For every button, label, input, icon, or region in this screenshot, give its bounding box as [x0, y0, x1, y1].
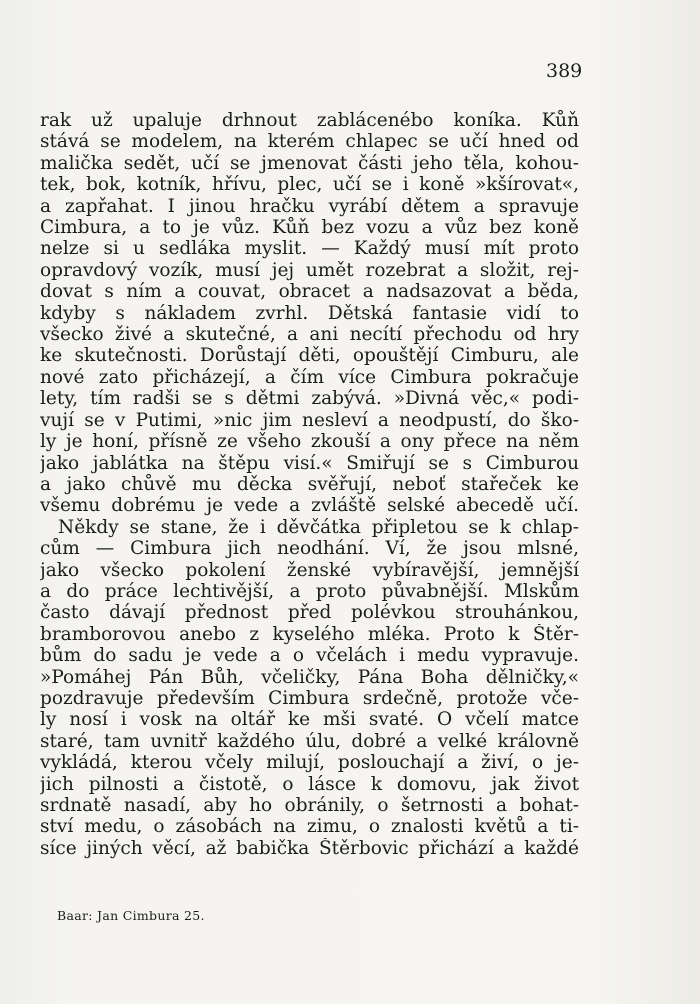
text-line: bům do sadu je vede a o včelách i medu vypravuje.	[40, 645, 579, 667]
text-line: jako jablátka na štěpu visí.« Smiřují se s Cimburou	[40, 452, 579, 474]
text-line: nelze si u sedláka myslit. — Každý musí mít proto	[40, 238, 579, 260]
text-line: staré, tam uvnitř každého úlu, dobré a velké královně	[40, 730, 579, 752]
footer-signature: Baar: Jan Cimbura 25.	[57, 908, 205, 923]
text-line: všemu dobrému je vede a zvláště selské abecedě učí.	[40, 495, 579, 517]
text-line: a jako chůvě mu děcka svěřují, neboť stařeček ke	[40, 473, 579, 495]
text-line: lety, tím radši se s dětmi zabývá. »Divná věc,« podi-	[40, 388, 579, 410]
text-line: ly je honí, přísně ze všeho zkouší a ony přece na něm	[40, 431, 579, 453]
text-line: opravdový vozík, musí jej umět rozebrat a složit, rej-	[40, 259, 579, 281]
text-line: stává se modelem, na kterém chlapec se učí hned od	[40, 131, 579, 153]
text-line: často dávají přednost před polévkou strouhánkou,	[40, 602, 579, 624]
text-line: Někdy se stane, že i děvčátka připletou se k chlap-	[58, 516, 579, 538]
text-line: ly nosí i vosk na oltář ke mši svaté. O včelí matce	[40, 709, 579, 731]
text-line: »Pomáhej Pán Bůh, včeličky, Pána Boha dělničky,«	[40, 666, 579, 688]
text-line: síce jiných věcí, až babička Štěrbovic přichází a každé	[40, 837, 579, 859]
text-line: vykládá, kterou včely milují, poslouchají a živí, o je-	[40, 752, 579, 774]
text-line: pozdravuje především Cimbura srdečně, protože vče-	[40, 687, 579, 709]
text-line: ke skutečnosti. Dorůstají děti, opouštějí Cimburu, ale	[40, 345, 579, 367]
body-text	[40, 110, 579, 859]
text-line: kdyby s nákladem zvrhl. Dětská fantasie vidí to	[40, 302, 579, 324]
text-line: a zapřahat. I jinou hračku vyrábí dětem a spravuje	[40, 195, 579, 217]
text-line: malička sedět, učí se jmenovat části jeho těla, kohou-	[40, 152, 579, 174]
text-line: bramborovou anebo z kyselého mléka. Proto k Štěr-	[40, 623, 579, 645]
text-line: všecko živé a skutečné, a ani necítí přechodu od hry	[40, 324, 579, 346]
text-line: tek, bok, kotník, hřívu, plec, učí se i koně »kšírovat«,	[40, 174, 579, 196]
text-line: jich pilnosti a čistotě, o lásce k domovu, jak život	[40, 773, 579, 795]
text-line: a do práce lechtivější, a proto půvabnější. Mlskům	[40, 580, 579, 602]
text-line: jako všecko pokolení ženské vybíravější, jemnější	[40, 559, 579, 581]
text-line: Cimbura, a to je vůz. Kůň bez vozu a vůz bez koně	[40, 217, 579, 239]
text-line: vují se v Putimi, »nic jim nesleví a neodpustí, do ško-	[40, 409, 579, 431]
text-line: srdnatě nasadí, aby ho obránily, o šetrnosti a bohat-	[40, 795, 579, 816]
text-line: ství medu, o zásobách na zimu, o znalosti květů a ti-	[40, 816, 579, 838]
text-line: nové zato přicházejí, a čím více Cimbura pokračuje	[40, 366, 579, 388]
text-line: cům — Cimbura jich neodhání. Ví, že jsou mlsné,	[40, 538, 579, 560]
text-line: rak už upaluje drhnout zablácenébo koníka. Kůň	[40, 110, 579, 131]
page-number: 389	[546, 60, 583, 82]
text-line: dovat s ním a couvat, obracet a nadsazovat a běda,	[40, 281, 579, 303]
